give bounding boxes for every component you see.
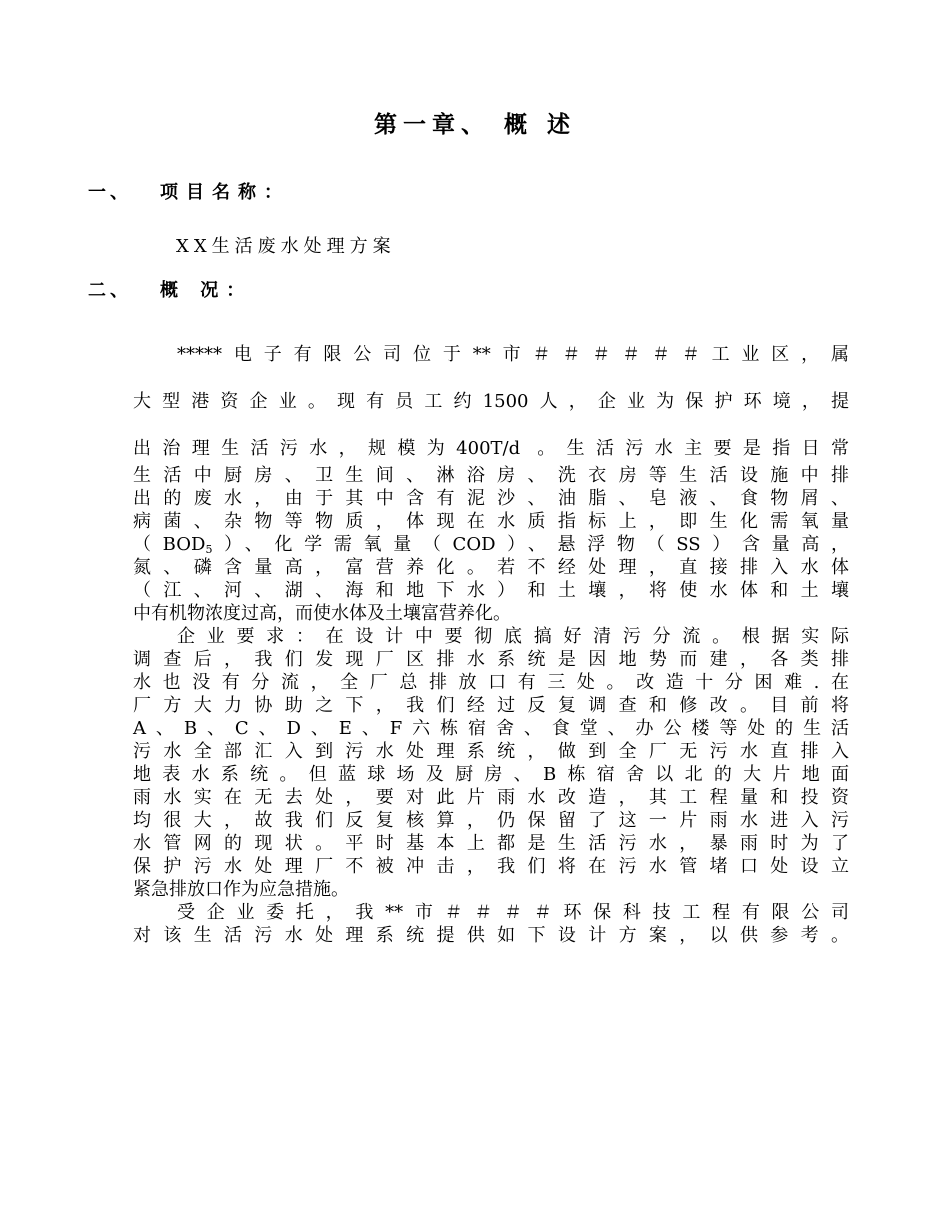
section-number: 二、 <box>88 280 132 301</box>
text-line: 出治理生活污水，规模为400T/d 。生活污水主要是指日常 <box>133 438 849 459</box>
text-line: 地表水系统。但蓝球场及厨房、B栋宿舍以北的大片地面 <box>133 764 849 785</box>
text-line: 中有机物浓度过高，而使水体及土壤富营养化。 <box>133 603 511 624</box>
text-line: 雨水实在无去处，要对此片雨水改造，其工程量和投资 <box>133 787 849 808</box>
bod-suffix: ）、化学需氧量（COD）、悬浮物（SS）含量高， <box>212 534 850 555</box>
text-line: 生活中厨房、卫生间、淋浴房、洗衣房等生活设施中排 <box>133 465 849 486</box>
text-line: 大型港资企业。现有员工约1500人，企业为保护环境，提 <box>133 391 849 412</box>
paragraph-body <box>133 464 849 947</box>
text-line: A、B、C、D、E、F六栋宿舍、食堂、办公楼等处的生活 <box>133 718 849 739</box>
text-line: （江、河、湖、海和地下水）和土壤，将使水体和土壤 <box>133 580 849 601</box>
text-line: 污水全部汇入到污水处理系统，做到全厂无污水直排入 <box>133 741 849 762</box>
text-line: 均很大，故我们反复核算，仍保留了这一片雨水进入污 <box>133 810 849 831</box>
section-label: 概 况： <box>160 280 253 301</box>
text-line: 紧急排放口作为应急措施。 <box>133 879 349 900</box>
text-line: 企业要求：在设计中要彻底搞好清污分流。根据实际 <box>177 626 849 647</box>
paragraph-intro <box>133 331 849 472</box>
text-line: 水也没有分流，全厂总排放口有三处。改造十分困难.在 <box>133 672 849 693</box>
text-line: *****电子有限公司位于**市＃＃＃＃＃＃工业区，属 <box>177 344 849 365</box>
bod-prefix: （BOD <box>133 534 206 555</box>
text-line: 病菌、杂物等物质，体现在水质指标上，即生化需氧量 <box>133 511 849 532</box>
section-label: 项目名称： <box>160 182 290 203</box>
section-number: 一、 <box>88 182 132 203</box>
text-line: 出的废水，由于其中含有泥沙、油脂、皂液、食物屑、 <box>133 488 849 509</box>
text-line: 氮、磷含量高，富营养化。若不经处理，直接排入水体 <box>133 557 849 578</box>
text-line-bod <box>133 533 849 556</box>
text-line: 对该生活污水处理系统提供如下设计方案，以供参考。 <box>133 925 849 946</box>
chapter-title: 第一章、 概 述 <box>373 112 576 138</box>
text-line: 受企业委托，我**市＃＃＃＃环保科技工程有限公司 <box>177 902 849 923</box>
text-line: 保护污水处理厂不被冲击，我们将在污水管堵口处设立 <box>133 856 849 877</box>
text-line: 厂方大力协助之下，我们经过反复调查和修改。目前将 <box>133 695 849 716</box>
text-line: 水管网的现状。平时基本上都是生活污水，暴雨时为了 <box>133 833 849 854</box>
bod-subscript: 5 <box>205 543 213 556</box>
section-heading-2 <box>88 276 252 302</box>
text-line: 调查后，我们发现厂区排水系统是因地势而建，各类排 <box>133 649 849 670</box>
project-name: XX生活废水处理方案 <box>176 236 396 257</box>
section-heading-1 <box>88 178 290 204</box>
